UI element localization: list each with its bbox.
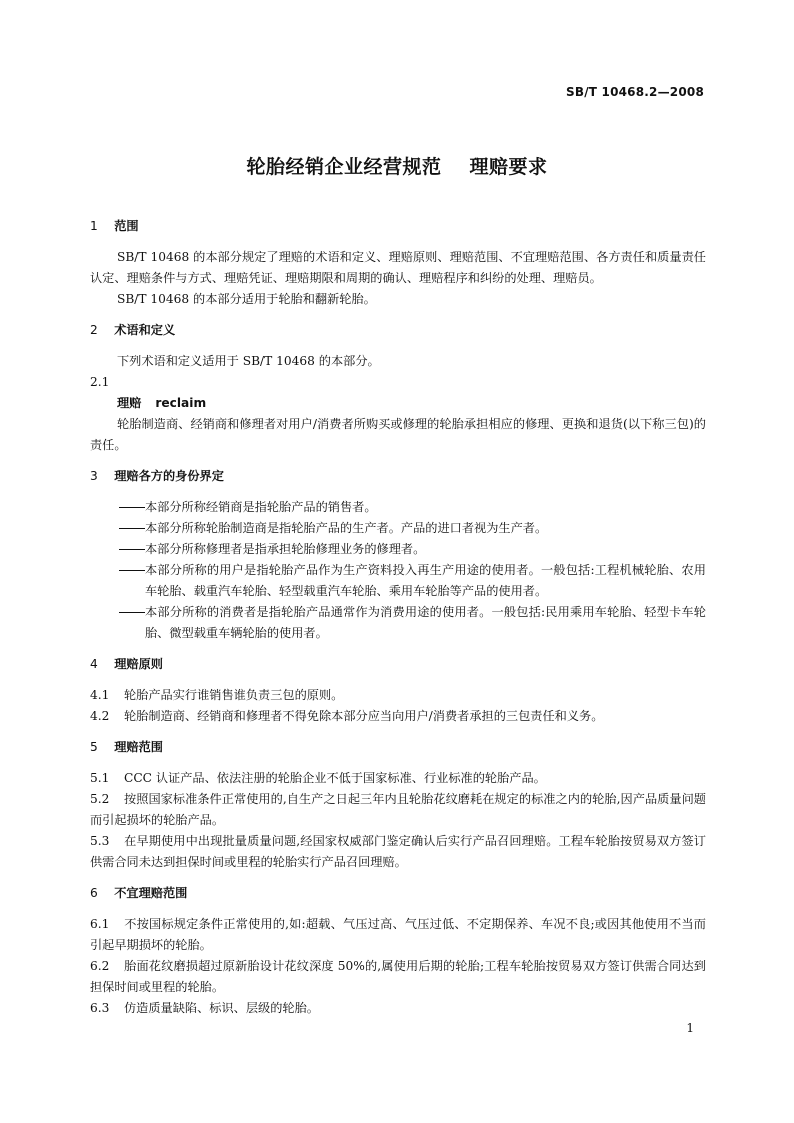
section-title: 理赔原则 (114, 657, 163, 671)
clause-number: 6.2 (90, 959, 110, 973)
term-number: 2.1 (90, 375, 110, 389)
section-heading-terms (90, 320, 706, 341)
clause-text: 轮胎产品实行谁销售谁负责三包的原则。 (124, 688, 344, 702)
paragraph: 下列术语和定义适用于 SB/T 10468 的本部分。 (117, 354, 380, 368)
list-item: 本部分所称轮胎制造商是指轮胎产品的生产者。产品的进口者视为生产者。 (145, 521, 548, 535)
document-body (90, 216, 706, 1019)
clause (90, 914, 706, 956)
party-list (90, 497, 706, 644)
section-number: 1 (90, 219, 98, 233)
term-english: reclaim (155, 396, 207, 410)
section-title: 术语和定义 (114, 323, 176, 337)
clause-text: CCC 认证产品、依法注册的轮胎企业不低于国家标准、行业标准的轮胎产品。 (124, 771, 546, 785)
section-heading-parties (90, 466, 706, 487)
clause (90, 706, 706, 727)
page-title (0, 152, 794, 179)
section-number: 6 (90, 886, 98, 900)
title-main: 轮胎经销企业经营规范 (246, 156, 442, 178)
clause-text: 在早期使用中出现批量质量问题,经国家权威部门鉴定确认后实行产品召回理赔。工程车轮胎按贸易双方签订供需合同未达到担保时间或里程的轮胎实行产品召回理赔。 (90, 834, 706, 869)
section-title: 理赔范围 (114, 740, 163, 754)
section-title: 范围 (114, 219, 139, 233)
section-number: 2 (90, 323, 98, 337)
section-heading-exclusions (90, 883, 706, 904)
section-heading-scope-of-claims (90, 737, 706, 758)
section-heading-principles (90, 654, 706, 675)
title-sub: 理赔要求 (469, 156, 548, 178)
clause-number: 6.3 (90, 1001, 110, 1015)
clause-text: 不按国标规定条件正常使用的,如:超载、气压过高、气压过低、不定期保养、车况不良;或因其他使用不当而引起早期损坏的轮胎。 (90, 917, 706, 952)
list-item: 本部分所称的用户是指轮胎产品作为生产资料投入再生产用途的使用者。一般包括:工程机械轮胎、农用车轮胎、载重汽车轮胎、轻型载重汽车轮胎、乘用车轮胎等产品的使用者。 (145, 563, 706, 598)
term-definition: 轮胎制造商、经销商和修理者对用户/消费者所购买或修理的轮胎承担相应的修理、更换和退货(以下称三包)的责任。 (90, 417, 706, 452)
list-item: 本部分所称修理者是指承担轮胎修理业务的修理者。 (145, 542, 426, 556)
term-heading (117, 393, 706, 414)
clause (90, 998, 706, 1019)
list-item: 本部分所称的消费者是指轮胎产品通常作为消费用途的使用者。一般包括:民用乘用车轮胎、轻型卡车轮胎、微型载重车辆轮胎的使用者。 (145, 605, 706, 640)
clause-number: 5.3 (90, 834, 110, 848)
paragraph: SB/T 10468 的本部分规定了理赔的术语和定义、理赔原则、理赔范围、不宜理赔范围、各方责任和质量责任认定、理赔条件与方式、理赔凭证、理赔期限和周期的确认、理赔程序和纠纷的处理、理赔员。 (90, 250, 706, 285)
page-number: 1 (686, 1021, 694, 1035)
clause-number: 4.1 (90, 688, 110, 702)
section-number: 4 (90, 657, 98, 671)
clause (90, 789, 706, 831)
clause-number: 5.1 (90, 771, 110, 785)
section-number: 3 (90, 469, 98, 483)
clause-text: 仿造质量缺陷、标识、层级的轮胎。 (124, 1001, 319, 1015)
clause-text: 轮胎制造商、经销商和修理者不得免除本部分应当向用户/消费者承担的三包责任和义务。 (124, 709, 604, 723)
clause-text: 按照国家标准条件正常使用的,自生产之日起三年内且轮胎花纹磨耗在规定的标准之内的轮胎,因产品质量问题而引起损坏的轮胎产品。 (90, 792, 706, 827)
clause-number: 4.2 (90, 709, 110, 723)
clause (90, 831, 706, 873)
section-title: 理赔各方的身份界定 (114, 469, 224, 483)
clause-number: 6.1 (90, 917, 110, 931)
paragraph: SB/T 10468 的本部分适用于轮胎和翻新轮胎。 (117, 292, 376, 306)
clause (90, 768, 706, 789)
section-title: 不宜理赔范围 (114, 886, 188, 900)
list-item: 本部分所称经销商是指轮胎产品的销售者。 (145, 500, 377, 514)
clause-text: 胎面花纹磨损超过原新胎设计花纹深度 50%的,属使用后期的轮胎;工程车轮胎按贸易双方签订供需合同达到担保时间或里程的轮胎。 (90, 959, 706, 994)
section-number: 5 (90, 740, 98, 754)
standard-number: SB/T 10468.2—2008 (566, 85, 704, 99)
clause (90, 956, 706, 998)
clause (90, 685, 706, 706)
term-chinese: 理赔 (117, 396, 142, 410)
section-heading-scope (90, 216, 706, 237)
clause-number: 5.2 (90, 792, 110, 806)
